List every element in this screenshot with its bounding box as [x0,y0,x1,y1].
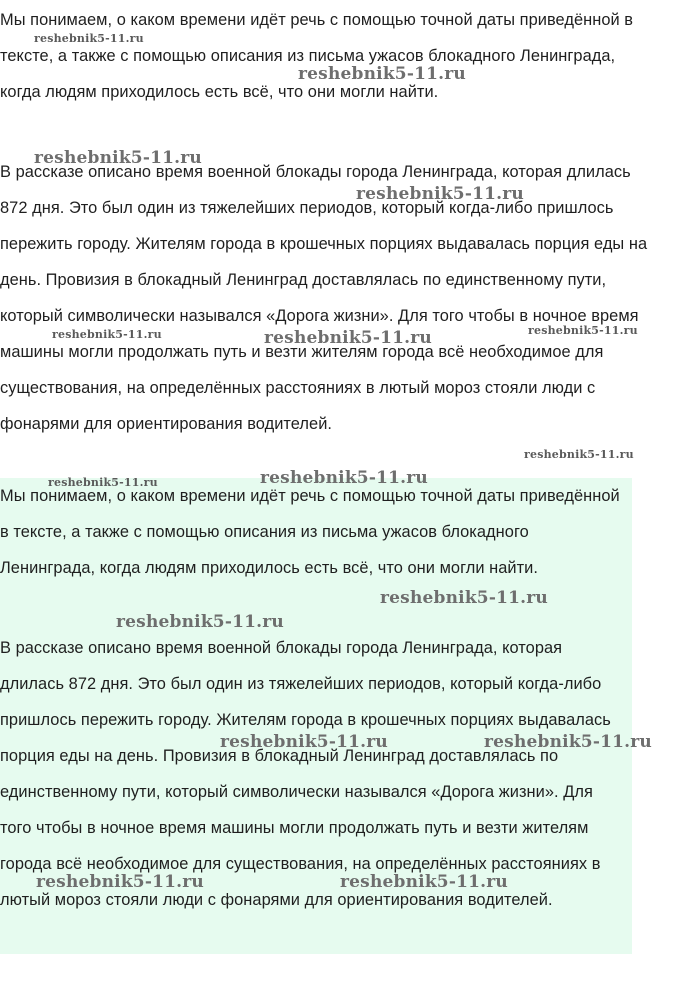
watermark: reshebnik5-11.ru [260,468,428,488]
watermark: reshebnik5-11.ru [484,732,652,752]
paragraph-3: Мы понимаем, о каком времени идёт речь с помощью точной даты приведённой в тексте, а также с помощью описания из письма ужасов блокадного Ленинграда, когда людям приходилось есть всё, что они могли найти. [0,487,620,577]
watermark: reshebnik5-11.ru [116,612,284,632]
watermark: reshebnik5-11.ru [34,148,202,168]
paragraph-1: Мы понимаем, о каком времени идёт речь с помощью точной даты приведённой в тексте, а также с помощью описания из письма ужасов блокадного Ленинграда, когда людям приходилось есть всё, что они могли найти. [0,11,634,101]
paragraph-2: В рассказе описано время военной блокады города Ленинграда, которая длилась 872 дня. Это был один из тяжелейших периодов, который когда-либо пришлось пережить городу. Жителям города в крошечных порциях выдавалась порция еды на день. Провизия в блокадный Ленинград доставлялась по единственному пути, который символически назывался «Дорога жизни». Для того чтобы в ночное время машины могли продолжать путь и везти жителям города всё необходимое для существования, на определённых расстояниях в лютый мороз стояли люди с фонарями для ориентирования водителей. [0,163,648,433]
watermark: reshebnik5-11.ru [380,588,548,608]
watermark: reshebnik5-11.ru [52,328,162,341]
watermark: reshebnik5-11.ru [34,32,144,45]
watermark: reshebnik5-11.ru [36,872,204,892]
watermark: reshebnik5-11.ru [264,328,432,348]
watermark: reshebnik5-11.ru [298,64,466,84]
watermark: reshebnik5-11.ru [220,732,388,752]
watermark: reshebnik5-11.ru [48,476,158,489]
watermark: reshebnik5-11.ru [356,184,524,204]
watermark: reshebnik5-11.ru [340,872,508,892]
watermark: reshebnik5-11.ru [524,448,634,461]
watermark: reshebnik5-11.ru [528,324,638,337]
paragraph-4: В рассказе описано время военной блокады города Ленинграда, которая длилась 872 дня. Это был один из тяжелейших периодов, который когда-либо пришлось пережить городу. Жителям города в крошечных порциях выдавалась порция еды на день. Провизия в блокадный Ленинград доставлялась по единственному пути, который символически назывался «Дорога жизни». Для того чтобы в ночное время машины могли продолжать путь и везти жителям города всё необходимое для существования, на определённых расстояниях в лютый мороз стояли люди с фонарями для ориентирования водителей. [0,639,611,909]
